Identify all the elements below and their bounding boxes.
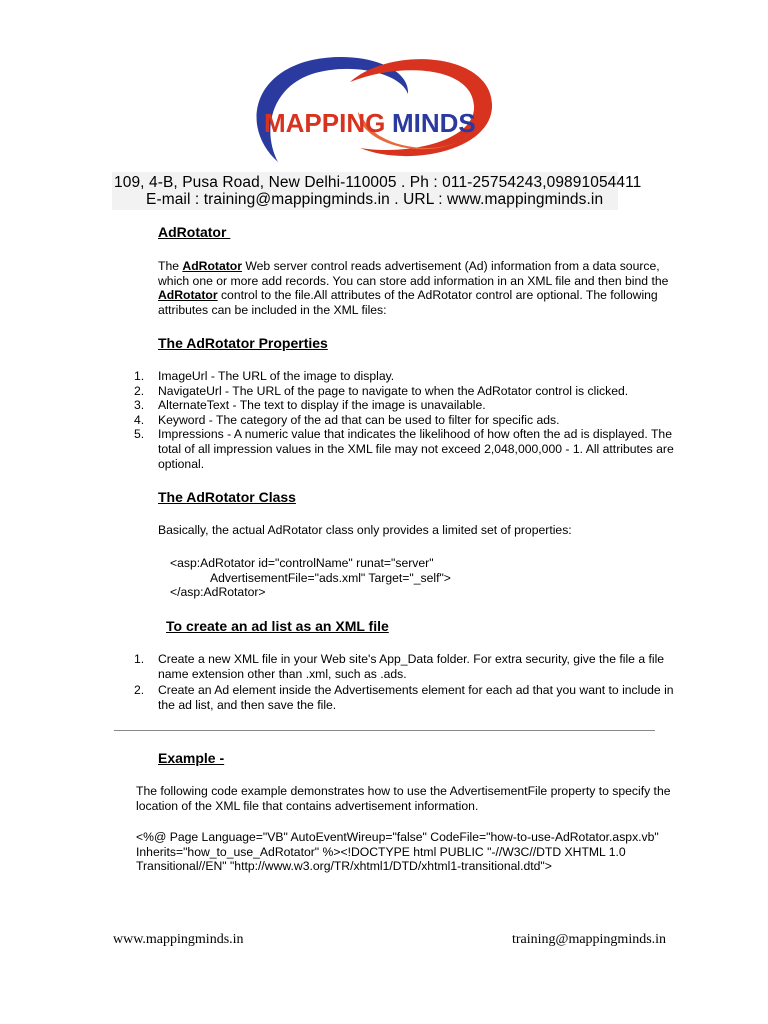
list-item: 2. NavigateUrl - The URL of the page to navigate to when the AdRotator control is clicked. [134, 383, 629, 398]
list-item: 1. ImageUrl - The URL of the image to display. [134, 369, 395, 383]
intro-paragraph [158, 259, 680, 317]
class-heading: The AdRotator Class [158, 489, 296, 505]
list-item-text: NavigateUrl - The URL of the page to navigate to when the AdRotator control is clicked. [158, 383, 629, 398]
divider [114, 730, 655, 731]
contact-line: E-mail : training@mappingminds.in . URL : www.mappingminds.in [146, 191, 604, 208]
properties-list [134, 369, 682, 471]
code-line-2: AdvertisementFile="ads.xml" Target="_self"> [170, 571, 451, 585]
list-item: 3. AlternateText - The text to display if the image is unavailable. [134, 398, 486, 413]
list-item: 4. Keyword - The category of the ad that can be used to filter for specific ads. [134, 412, 560, 427]
list-item-text: ImageUrl - The URL of the image to display. [158, 369, 395, 383]
properties-heading: The AdRotator Properties [158, 335, 328, 351]
list-item: 5. Impressions - A numeric value that indicates the likelihood of how often the ad is displayed. The total of all impression values in the XML file may not exceed 2,048,000,000 - 1. All attributes are optional. [134, 427, 674, 471]
list-item-text: AlternateText - The text to display if the image is unavailable. [158, 398, 486, 413]
list-item-text: Create a new XML file in your Web site's App_Data folder. For extra security, give the file a file name extension other than .xml, such as .ads. [158, 652, 665, 681]
intro-text-3: control to the file.All attributes of the AdRotator control are optional. The following attributes can be included in the XML files: [158, 288, 658, 317]
intro-term-adrotator-1: AdRotator [182, 259, 242, 273]
address-line: 109, 4-B, Pusa Road, New Delhi-110005 . Ph : 011-25754243,09891054411 [114, 174, 642, 191]
list-item: 2. Create an Ad element inside the Advertisements element for each ad that you want to include in the ad list, and then save the file. [134, 683, 674, 712]
logo-text-minds: MINDS [392, 108, 476, 138]
class-paragraph: Basically, the actual AdRotator class only provides a limited set of properties: [158, 523, 572, 537]
code-line-1: <asp:AdRotator id="controlName" runat="server" [170, 556, 434, 570]
xml-heading: To create an ad list as an XML file [166, 618, 389, 634]
xml-steps-list [134, 652, 682, 712]
footer-website: www.mappingminds.in [113, 932, 244, 947]
code-line-3: </asp:AdRotator> [170, 585, 266, 599]
list-item-text: Impressions - A numeric value that indicates the likelihood of how often the ad is displayed. The total of all impression values in the XML file may not exceed 2,048,000,000 - 1. All attributes are optional. [158, 427, 674, 471]
logo-graphic [240, 52, 500, 170]
company-logo [240, 52, 500, 170]
intro-text-1: The [158, 259, 183, 273]
list-item-text: Keyword - The category of the ad that can be used to filter for specific ads. [158, 412, 560, 427]
intro-text-2: Web server control reads advertisement (Ad) information from a data source, which one or more add records. You can store add information in an XML file and then bind the [158, 259, 669, 288]
example-heading: Example - [158, 750, 225, 766]
example-paragraph: The following code example demonstrates how to use the AdvertisementFile property to specify the location of the XML file that contains advertisement information. [136, 784, 671, 813]
logo-text-mapping: MAPPING [264, 108, 386, 138]
page-title: AdRotator [158, 224, 231, 240]
list-item-text: Create an Ad element inside the Advertisements element for each ad that you want to include in the ad list, and then save the file. [158, 683, 674, 712]
footer-email: training@mappingminds.in [512, 932, 667, 947]
intro-term-adrotator-2: AdRotator [158, 288, 218, 303]
list-item: 1. Create a new XML file in your Web site's App_Data folder. For extra security, give the file a file name extension other than .xml, such as .ads. [134, 652, 665, 681]
example-code: <%@ Page Language="VB" AutoEventWireup="false" CodeFile="how-to-use-AdRotator.aspx.vb" Inherits="how_to_use_AdRotator" %><!DOCTYPE html PUBLIC "-//W3C//DTD XHTML 1.0 Transitional//EN" "http://www.w3.org/TR/xhtml1/DTD/xhtml1-transitional.dtd"> [136, 830, 659, 874]
